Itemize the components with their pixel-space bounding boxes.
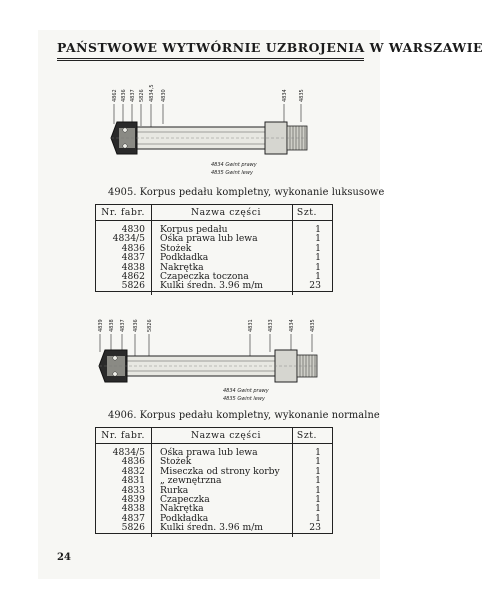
part-number: 4834/5	[95, 234, 152, 243]
parts-table-luxury	[95, 204, 333, 295]
callout: 4834,5	[149, 84, 155, 102]
part-number: 4862	[95, 272, 152, 281]
part-name: Kulki średn. 3.96 m/m	[160, 280, 264, 292]
part-number: 4831	[95, 476, 152, 485]
callout: 4837	[130, 89, 136, 102]
part-name: Nakrętka	[160, 261, 204, 273]
callout: 4835	[299, 89, 305, 102]
part-qty: 1	[293, 253, 334, 262]
part-qty: 1	[293, 221, 334, 235]
part-name: Ośka prawa lub lewa	[160, 447, 258, 458]
callout: 4839	[98, 319, 104, 332]
part-qty: 1	[293, 476, 334, 485]
part-qty: 1	[293, 504, 334, 513]
part-number: 4839	[95, 495, 152, 504]
callout: 4833	[268, 319, 274, 332]
column-header: Nazwa części	[152, 427, 293, 444]
part-name: Stożek	[160, 242, 192, 254]
callout: 4835	[310, 319, 316, 332]
part-qty: 1	[293, 444, 334, 458]
callout: 4834	[282, 89, 288, 102]
column-header: Szt.	[293, 204, 334, 221]
part-name: Ośka prawa lub lewa	[160, 233, 258, 245]
thread-note: 4834 Gwint prawy	[223, 388, 269, 394]
column-header: Szt.	[293, 427, 334, 444]
callout: 5826	[147, 319, 153, 332]
part-number: 4837	[95, 514, 152, 523]
part-name: Czapeczka	[160, 494, 210, 506]
part-qty: 1	[293, 514, 334, 523]
column-header: Nazwa części	[152, 204, 293, 221]
part-name: Nakrętka	[160, 503, 204, 515]
header-rule	[57, 58, 364, 59]
part-name: Podkładka	[160, 252, 209, 264]
part-number: 4832	[95, 467, 152, 476]
part-number: 4830	[95, 221, 152, 235]
part-name: Podkładka	[160, 512, 209, 524]
callout: 4831	[248, 319, 254, 332]
part-qty: 23	[293, 281, 334, 294]
header-rule-thin	[57, 60, 364, 61]
callout: 4834	[289, 319, 295, 332]
thread-note: 4835 Gwint lewy	[211, 170, 253, 176]
part-name: „ zewnętrzna	[160, 475, 222, 487]
part-name: Rurka	[160, 484, 189, 496]
thread-note: 4834 Gwint prawy	[211, 162, 257, 168]
callout: 4830	[161, 89, 167, 102]
part-number: 4833	[95, 486, 152, 495]
callout: 4836	[133, 319, 139, 332]
part-qty: 23	[293, 523, 334, 536]
part-qty: 1	[293, 244, 334, 253]
part-number: 4838	[95, 504, 152, 513]
figure-caption: 4906. Korpus pedału kompletny, wykonanie normalne	[108, 410, 380, 421]
callout: 4836	[121, 89, 127, 102]
part-qty: 1	[293, 495, 334, 504]
part-qty: 1	[293, 486, 334, 495]
part-name: Stożek	[160, 456, 192, 468]
part-number: 5826	[95, 523, 152, 536]
figure-caption: 4905. Korpus pedału kompletny, wykonanie luksusowe	[108, 187, 385, 198]
callout: 4838	[109, 319, 115, 332]
part-qty: 1	[293, 457, 334, 466]
column-header: Nr. fabr.	[95, 204, 152, 221]
part-name: Korpus pedału	[160, 224, 228, 235]
part-name: Czapeczka toczona	[160, 271, 249, 283]
callout: 4837	[120, 319, 126, 332]
page-header: PAŃSTWOWE WYTWÓRNIE UZBROJENIA W WARSZAWIE	[57, 40, 483, 55]
thread-note: 4835 Gwint lewy	[223, 396, 265, 402]
callout: 5826	[139, 89, 145, 102]
part-number: 5826	[95, 281, 152, 294]
part-number: 4834/5	[95, 444, 152, 458]
part-qty: 1	[293, 234, 334, 243]
part-qty: 1	[293, 272, 334, 281]
part-qty: 1	[293, 263, 334, 272]
part-qty: 1	[293, 467, 334, 476]
part-number: 4836	[95, 244, 152, 253]
column-header: Nr. fabr.	[95, 427, 152, 444]
pedal-drawing-luxury	[95, 82, 333, 182]
part-number: 4836	[95, 457, 152, 466]
pedal-drawing-normal	[95, 312, 333, 408]
part-name: Kulki średn. 3.96 m/m	[160, 522, 264, 534]
part-number: 4838	[95, 263, 152, 272]
part-number: 4837	[95, 253, 152, 262]
part-name: Miseczka od strony korby	[160, 465, 280, 477]
parts-table-normal	[95, 427, 333, 537]
page-number: 24	[57, 552, 71, 563]
callout: 4862	[112, 89, 118, 102]
